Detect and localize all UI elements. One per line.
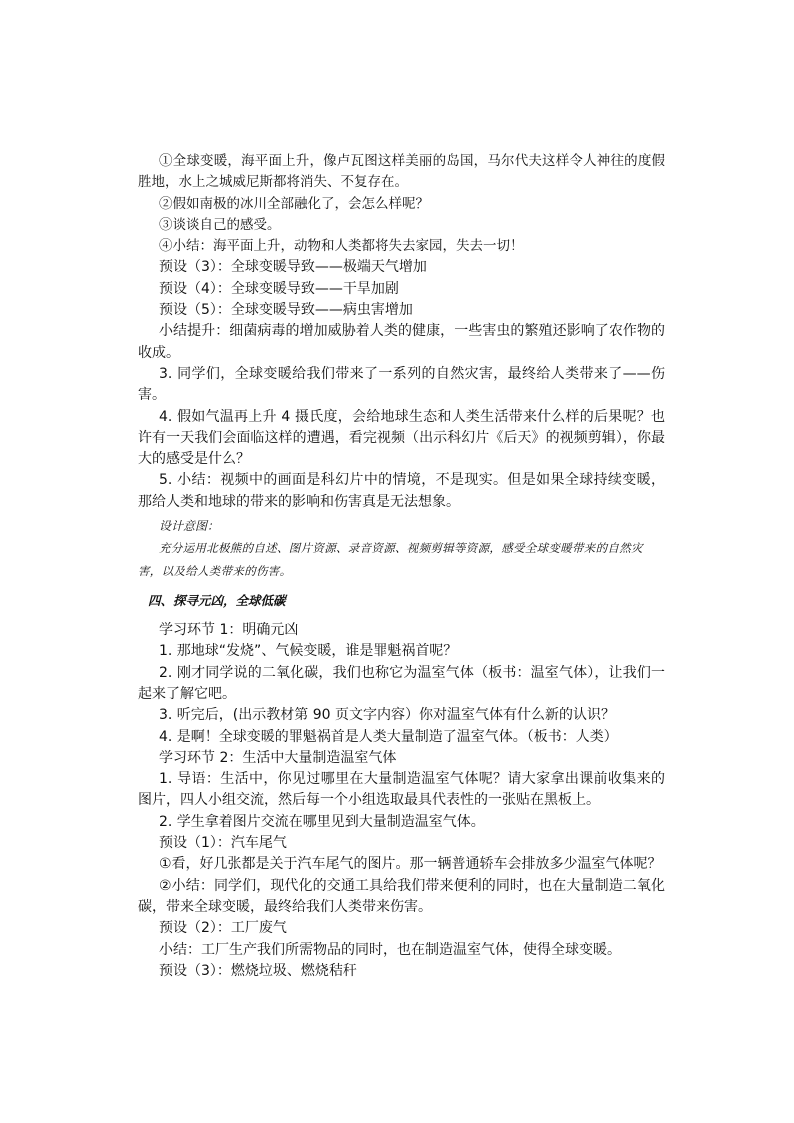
paragraph: 2. 学生拿着图片交流在哪里见到大量制造温室气体。 [159,813,485,830]
paragraph: ②假如南极的冰川全部融化了，会怎么样呢？ [159,195,429,212]
paragraph: 小结提升：细菌病毒的增加威胁着人类的健康，一些害虫的繁殖还影响了农作物的收成。 [138,323,665,361]
paragraph: 1. 那地球“发烧”、气候变暖，谁是罪魁祸首呢？ [159,643,458,660]
paragraph: 预设（1）：汽车尾气 [159,835,287,852]
paragraph: ④小结：海平面上升，动物和人类都将失去家园，失去一切！ [159,238,524,255]
paragraph: 预设（2）：工厂废气 [159,920,287,937]
paragraph: ①全球变暖，海平面上升，像卢瓦图这样美丽的岛国，马尔代夫这样令人神往的度假胜地，水上之城威尼斯都将消失、不复存在。 [138,153,665,191]
design-intent-title: 设计意图： [159,519,220,534]
paragraph: ③谈谈自己的感受。 [159,216,281,233]
paragraph: 3. 同学们，全球变暖给我们带来了一系列的自然灾害，最终给人类带来了——伤害。 [138,365,665,404]
paragraph: 预设（3）：全球变暖导致——极端天气增加 [159,259,427,276]
section-heading: 四、探寻元凶，全球低碳 [148,593,286,609]
paragraph: 学习环节 2：生活中大量制造温室气体 [159,749,397,766]
paragraph: 学习环节 1：明确元凶 [159,622,299,639]
paragraph: 3. 听完后，(出示教材第 90 页文字内容）你对温室气体有什么新的认识？ [159,707,615,724]
paragraph: ②小结：同学们，现代化的交通工具给我们带来便利的同时，也在大量制造二氧化碳，带来全球变暖，最终给我们人类带来伤害。 [138,877,665,915]
paragraph: 2. 刚才同学说的二氧化碳，我们也称它为温室气体（板书：温室气体），让我们一起来了解它吧。 [138,664,665,702]
paragraph: 预设（3）：燃烧垃圾、燃烧秸秆 [159,962,357,979]
document-body [138,151,665,982]
paragraph: ①看，好几张都是关于汽车尾气的图片。那一辆普通轿车会排放多少温室气体呢？ [159,856,662,873]
paragraph: 4. 是啊！全球变暖的罪魁祸首是人类大量制造了温室气体。（板书：人类） [159,728,618,745]
paragraph: 5. 小结：视频中的画面是科幻片中的情境，不是现实。但是如果全球持续变暖，那给人类和地球的带来的影响和伤害真是无法想象。 [138,472,665,510]
paragraph: 4. 假如气温再上升 4 摄氏度，会给地球生态和人类生活带来什么样的后果呢？也许有一天我们会面临这样的遭遇，看完视频（出示科幻片《后天》的视频剪辑），你最大的感受是什么？ [138,408,665,468]
paragraph: 预设（4）：全球变暖导致——干旱加剧 [159,280,399,297]
paragraph: 小结：工厂生产我们所需物品的同时，也在制造温室气体，使得全球变暖。 [159,941,621,958]
design-intent-body: 充分运用北极熊的自述、图片资源、录音资源、视频剪辑等资源，感受全球变暖带来的自然灾害，以及给人类带来的伤害。 [138,541,643,579]
paragraph: 1. 导语：生活中，你见过哪里在大量制造温室气体呢？请大家拿出课前收集来的图片，四人小组交流，然后每一个小组选取最具代表性的一张贴在黑板上。 [138,771,665,809]
paragraph: 预设（5）：全球变暖导致——病虫害增加 [159,302,413,319]
